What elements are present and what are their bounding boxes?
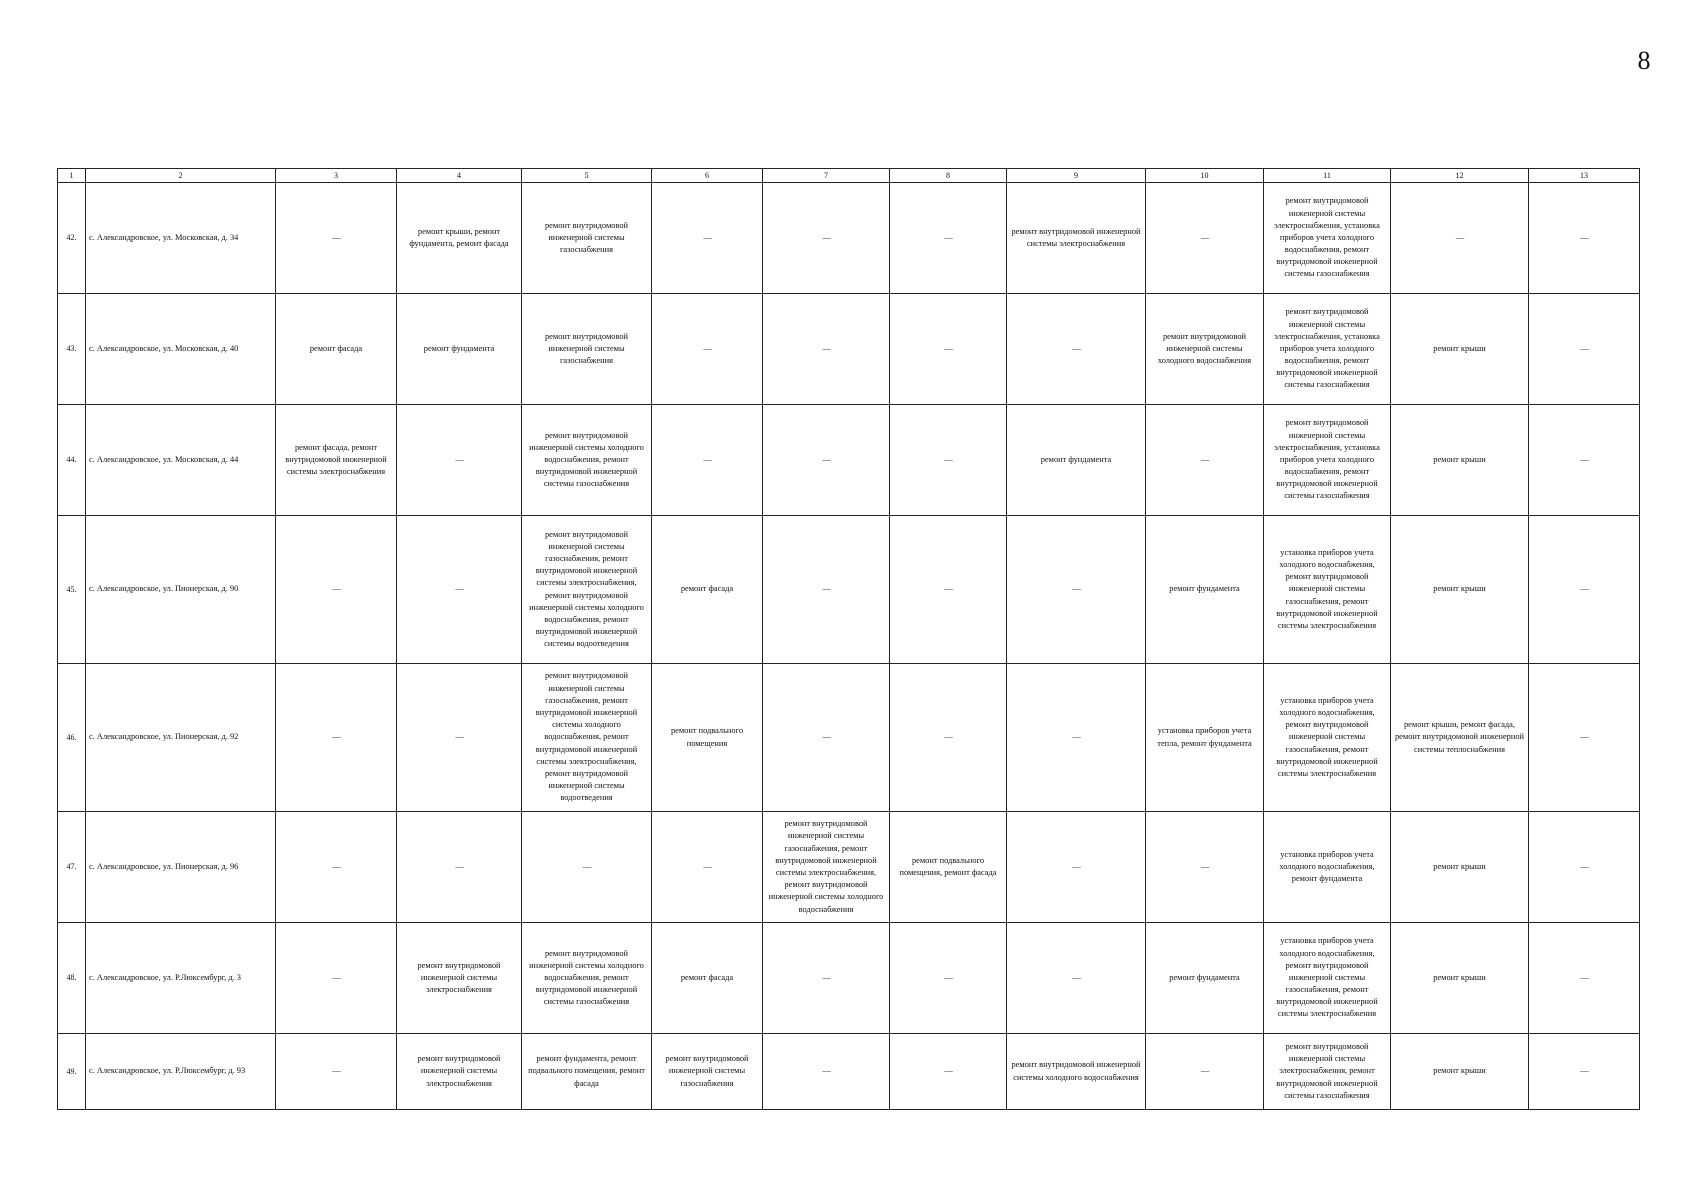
table-cell: — [1007, 664, 1146, 812]
row-number-cell: 46. [58, 664, 86, 812]
table-cell: ремонт крыши, ремонт фасада, ремонт внутридомовой инженерной системы теплоснабжения [1391, 664, 1529, 812]
table-cell: установка приборов учета холодного водоснабжения, ремонт внутридомовой инженерной системы газоснабжения, ремонт внутридомовой инженерной системы электроснабжения [1264, 664, 1391, 812]
table-cell: ремонт фундамента [397, 294, 522, 405]
table-cell: — [763, 516, 890, 664]
table-cell: ремонт внутридомовой инженерной системы электроснабжения [397, 923, 522, 1034]
row-number-cell: 48. [58, 923, 86, 1034]
table-cell: — [890, 664, 1007, 812]
table-cell: ремонт фасада [652, 516, 763, 664]
table-cell: ремонт внутридомовой инженерной системы электроснабжения [1007, 183, 1146, 294]
table-cell: ремонт фундамента [1146, 923, 1264, 1034]
table-cell: — [276, 923, 397, 1034]
table-cell: установка приборов учета холодного водоснабжения, ремонт фундамента [1264, 812, 1391, 923]
table-cell: — [1529, 812, 1640, 923]
table-cell: — [1146, 183, 1264, 294]
table-cell: — [1146, 812, 1264, 923]
table-cell: ремонт внутридомовой инженерной системы холодного водоснабжения [1146, 294, 1264, 405]
table-row [58, 1034, 1640, 1110]
table-cell: — [652, 294, 763, 405]
table-cell: — [1007, 294, 1146, 405]
column-header: 6 [652, 169, 763, 183]
table-cell: ремонт внутридомовой инженерной системы электроснабжения [397, 1034, 522, 1110]
column-header: 5 [522, 169, 652, 183]
table-cell: — [276, 1034, 397, 1110]
table-cell: установка приборов учета тепла, ремонт фундамента [1146, 664, 1264, 812]
column-header: 13 [1529, 169, 1640, 183]
table-cell: ремонт крыши [1391, 405, 1529, 516]
table-cell: ремонт внутридомовой инженерной системы газоснабжения, ремонт внутридомовой инженерной системы электроснабжения, ремонт внутридомовой инженерной системы холодного водоснабжения, ремонт внутридомовой инженерной системы водоотведения [522, 516, 652, 664]
table-cell: — [890, 405, 1007, 516]
table-cell: — [397, 664, 522, 812]
table-cell: ремонт внутридомовой инженерной системы холодного водоснабжения [1007, 1034, 1146, 1110]
column-header: 8 [890, 169, 1007, 183]
table-cell: — [890, 1034, 1007, 1110]
table-cell: ремонт внутридомовой инженерной системы электроснабжения, ремонт внутридомовой инженерной системы газоснабжения [1264, 1034, 1391, 1110]
table-cell: ремонт внутридомовой инженерной системы газоснабжения, ремонт внутридомовой инженерной системы холодного водоснабжения, ремонт внутридомовой инженерной системы электроснабжения, ремонт внутридомовой инженерной системы водоотведения [522, 664, 652, 812]
table-cell: — [1007, 516, 1146, 664]
table-cell: ремонт фасада, ремонт внутридомовой инженерной системы электроснабжения [276, 405, 397, 516]
table-cell: ремонт крыши [1391, 1034, 1529, 1110]
table-cell: — [522, 812, 652, 923]
address-cell: с. Александровское, ул. Р.Люксембург, д. 3 [86, 923, 276, 1034]
table-cell: ремонт внутридомовой инженерной системы газоснабжения [522, 294, 652, 405]
table-cell: — [1529, 1034, 1640, 1110]
column-header: 7 [763, 169, 890, 183]
table-cell: ремонт внутридомовой инженерной системы электроснабжения, установка приборов учета холодного водоснабжения, ремонт внутридомовой инженерной системы газоснабжения [1264, 294, 1391, 405]
table-cell: ремонт внутридомовой инженерной системы электроснабжения, установка приборов учета холодного водоснабжения, ремонт внутридомовой инженерной системы газоснабжения [1264, 183, 1391, 294]
row-number-cell: 49. [58, 1034, 86, 1110]
column-header: 12 [1391, 169, 1529, 183]
table-cell: ремонт внутридомовой инженерной системы газоснабжения [652, 1034, 763, 1110]
table-cell: ремонт внутридомовой инженерной системы газоснабжения [522, 183, 652, 294]
table-cell: — [652, 183, 763, 294]
address-cell: с. Александровское, ул. Пионерская, д. 92 [86, 664, 276, 812]
table-cell: ремонт внутридомовой инженерной системы электроснабжения, установка приборов учета холодного водоснабжения, ремонт внутридомовой инженерной системы газоснабжения [1264, 405, 1391, 516]
row-number-cell: 44. [58, 405, 86, 516]
repair-schedule-table [57, 168, 1640, 1110]
page-number: 8 [1637, 46, 1651, 75]
table-cell: — [1146, 405, 1264, 516]
table-cell: — [397, 516, 522, 664]
table-cell: — [397, 405, 522, 516]
table-cell: — [652, 812, 763, 923]
column-header: 1 [58, 169, 86, 183]
table-cell: — [890, 294, 1007, 405]
table-cell: установка приборов учета холодного водоснабжения, ремонт внутридомовой инженерной системы газоснабжения, ремонт внутридомовой инженерной системы электроснабжения [1264, 923, 1391, 1034]
table-cell: — [1529, 923, 1640, 1034]
column-header: 2 [86, 169, 276, 183]
table-cell: — [1391, 183, 1529, 294]
address-cell: с. Александровское, ул. Пионерская, д. 90 [86, 516, 276, 664]
row-number-cell: 43. [58, 294, 86, 405]
table-cell: ремонт крыши [1391, 812, 1529, 923]
column-header: 3 [276, 169, 397, 183]
table-row [58, 405, 1640, 516]
table-cell: — [763, 923, 890, 1034]
address-cell: с. Александровское, ул. Р.Люксембург, д. 93 [86, 1034, 276, 1110]
row-number-cell: 42. [58, 183, 86, 294]
table-row [58, 183, 1640, 294]
table-cell: — [652, 405, 763, 516]
column-number-row [58, 169, 1640, 183]
table-cell: — [276, 664, 397, 812]
table-row [58, 294, 1640, 405]
address-cell: с. Александровское, ул. Московская, д. 44 [86, 405, 276, 516]
table-row [58, 812, 1640, 923]
table-cell: — [763, 664, 890, 812]
table-row [58, 923, 1640, 1034]
table-cell: — [763, 1034, 890, 1110]
table-cell: — [1007, 812, 1146, 923]
table-cell: ремонт внутридомовой инженерной системы газоснабжения, ремонт внутридомовой инженерной системы электроснабжения, ремонт внутридомовой инженерной системы холодного водоснабжения [763, 812, 890, 923]
table-cell: — [1529, 664, 1640, 812]
table-cell: — [1529, 294, 1640, 405]
table-cell: ремонт внутридомовой инженерной системы холодного водоснабжения, ремонт внутридомовой инженерной системы газоснабжения [522, 923, 652, 1034]
table-cell: — [763, 183, 890, 294]
table-cell: — [890, 183, 1007, 294]
table-cell: ремонт фундамента, ремонт подвального помещения, ремонт фасада [522, 1034, 652, 1110]
table-cell: ремонт крыши [1391, 923, 1529, 1034]
table-cell: — [1529, 183, 1640, 294]
table-cell: ремонт фасада [652, 923, 763, 1034]
table-cell: — [1146, 1034, 1264, 1110]
table-cell: ремонт фундамента [1146, 516, 1264, 664]
table-cell: установка приборов учета холодного водоснабжения, ремонт внутридомовой инженерной системы газоснабжения, ремонт внутридомовой инженерной системы электроснабжения [1264, 516, 1391, 664]
table-cell: — [397, 812, 522, 923]
table-cell: ремонт подвального помещения, ремонт фасада [890, 812, 1007, 923]
table-cell: — [1007, 923, 1146, 1034]
column-header: 10 [1146, 169, 1264, 183]
table-cell: — [1529, 405, 1640, 516]
table-cell: ремонт фундамента [1007, 405, 1146, 516]
table-cell: — [276, 183, 397, 294]
table-cell: — [276, 516, 397, 664]
table-cell: — [890, 923, 1007, 1034]
table-cell: ремонт крыши, ремонт фундамента, ремонт фасада [397, 183, 522, 294]
column-header: 11 [1264, 169, 1391, 183]
address-cell: с. Александровское, ул. Московская, д. 40 [86, 294, 276, 405]
column-header: 4 [397, 169, 522, 183]
table-cell: ремонт крыши [1391, 516, 1529, 664]
table-cell: — [276, 812, 397, 923]
table-row [58, 664, 1640, 812]
table-cell: ремонт крыши [1391, 294, 1529, 405]
row-number-cell: 47. [58, 812, 86, 923]
table-row [58, 516, 1640, 664]
address-cell: с. Александровское, ул. Московская, д. 34 [86, 183, 276, 294]
table-cell: — [763, 294, 890, 405]
row-number-cell: 45. [58, 516, 86, 664]
table-cell: ремонт внутридомовой инженерной системы холодного водоснабжения, ремонт внутридомовой инженерной системы газоснабжения [522, 405, 652, 516]
column-header: 9 [1007, 169, 1146, 183]
table-cell: ремонт подвального помещения [652, 664, 763, 812]
table-cell: — [890, 516, 1007, 664]
address-cell: с. Александровское, ул. Пионерская, д. 96 [86, 812, 276, 923]
table-cell: — [763, 405, 890, 516]
table-cell: ремонт фасада [276, 294, 397, 405]
table-cell: — [1529, 516, 1640, 664]
